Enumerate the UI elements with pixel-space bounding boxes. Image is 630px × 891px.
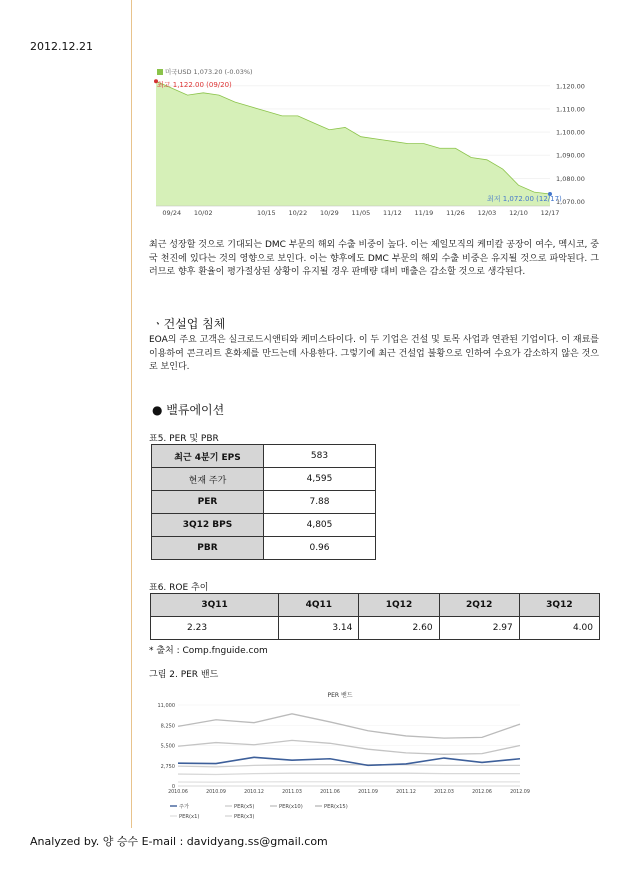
x-tick-label: 2010.09 xyxy=(206,790,226,795)
report-date: 2012.12.21 xyxy=(30,40,93,53)
per-band-chart xyxy=(150,688,530,828)
table-cell-label: PBR xyxy=(152,537,264,560)
x-tick-label: 10/15 xyxy=(256,209,276,217)
legend-label: 주가 xyxy=(179,804,190,810)
price-area-fill xyxy=(156,81,550,206)
x-tick-label: 10/29 xyxy=(319,209,339,217)
table-row xyxy=(152,468,376,491)
x-tick-label: 09/24 xyxy=(162,209,182,217)
y-tick-label: 1,080.00 xyxy=(556,174,585,183)
y-tick-label: 1,070.00 xyxy=(556,197,585,206)
table-row xyxy=(151,617,600,640)
y-tick-label: 1,110.00 xyxy=(556,105,585,114)
table6-caption: 표6. ROE 추이 xyxy=(149,583,209,593)
x-tick-label: 12/03 xyxy=(477,209,497,217)
per-band-title: PER 밴드 xyxy=(327,692,353,699)
table-cell-value: 4.00 xyxy=(519,617,599,640)
source-note: * 출처 : Comp.fnguide.com xyxy=(149,646,268,656)
x-tick-label: 2012.09 xyxy=(510,790,530,795)
table-header-cell: 2Q12 xyxy=(439,594,519,617)
table-cell-value: 7.88 xyxy=(264,491,376,514)
usd-price-chart xyxy=(152,64,592,224)
y-tick-label: 1,120.00 xyxy=(556,82,585,91)
footer-author: Analyzed by. 양 승수 E-mail : davidyang.ss@gmail.com xyxy=(30,835,328,848)
margin-rule xyxy=(131,0,132,828)
paragraph-dmc-export: 최근 성장할 것으로 기대되는 DMC 부문의 해외 수출 비중이 높다. 이는 제일모직의 케미칼 공장이 여수, 멕시코, 중국 천진에 있다는 것의 영향으로 보인다. 이는 향후에도 DMC 부문의 해외 수출 비중은 유지될 것으로 파악된다. 그러므로 향후 환율이 평가절상된 상황이 유지될 경우 판매량 대비 매출은 감소할 것으로 생각된다. xyxy=(149,240,599,277)
legend-label: PER(x3) xyxy=(234,814,255,820)
x-tick-label: 2011.12 xyxy=(396,790,416,795)
x-tick-label: 2011.09 xyxy=(358,790,378,795)
x-tick-label: 10/02 xyxy=(193,209,213,217)
table-row xyxy=(152,445,376,468)
legend-label: PER(x15) xyxy=(324,804,348,810)
usd-price-legend-text: 미국USD 1,073.20 (-0.03%) xyxy=(165,68,253,76)
table-header-cell: 3Q12 xyxy=(519,594,599,617)
y-tick-label: 1,100.00 xyxy=(556,128,585,137)
table5-caption: 표5. PER 및 PBR xyxy=(149,434,219,444)
y-tick-label: 1,090.00 xyxy=(556,151,585,160)
x-tick-label: 12/17 xyxy=(540,209,560,217)
x-tick-label: 2012.06 xyxy=(472,790,492,795)
table-cell-label: 최근 4분기 EPS xyxy=(152,445,264,468)
x-tick-label: 11/19 xyxy=(414,209,434,217)
table-cell-value: 4,805 xyxy=(264,514,376,537)
section-heading-construction: ㆍ건설업 침체 xyxy=(152,317,226,331)
table-cell-value: 2.97 xyxy=(439,617,519,640)
low-price-label: 최저 1,072.00 (12/17) xyxy=(487,195,562,203)
y-tick-label: 2,750 xyxy=(160,763,175,770)
paragraph-eoa-customers: EOA의 주요 고객은 실크로드시앤티와 케미스타이다. 이 두 기업은 건설 및 토목 사업과 연관된 기업이다. 이 재료를 이용하여 콘크리트 혼화제를 만드는데 사용한다. 그렇기에 최근 건설업 불황으로 인하여 수요가 감소하지 않은 것으로 보인다. xyxy=(149,335,599,372)
figure2-caption: 그림 2. PER 밴드 xyxy=(149,670,219,680)
section-heading-valuation: ● 밸류에이션 xyxy=(152,403,225,417)
y-tick-label: 5,500 xyxy=(160,743,175,750)
x-tick-label: 2010.12 xyxy=(244,790,264,795)
series-line xyxy=(178,714,520,738)
table-header-row xyxy=(151,594,600,617)
table-header-cell: 1Q12 xyxy=(359,594,439,617)
x-tick-label: 2012.03 xyxy=(434,790,454,795)
x-tick-label: 2011.03 xyxy=(282,790,302,795)
table-header-cell: 3Q11 xyxy=(151,594,279,617)
usd-price-legend xyxy=(157,67,253,76)
series-line xyxy=(178,740,520,754)
table-cell-value: 583 xyxy=(264,445,376,468)
high-price-label: 최고 1,122.00 (09/20) xyxy=(157,81,232,89)
y-tick-label: 11,000 xyxy=(157,703,175,709)
series-line xyxy=(178,773,520,774)
table-cell-value: 4,595 xyxy=(264,468,376,491)
x-tick-label: 12/10 xyxy=(509,209,528,217)
table-cell-label: PER xyxy=(152,491,264,514)
legend-swatch-icon xyxy=(157,69,163,75)
per-band-chart-svg xyxy=(150,688,530,828)
x-tick-label: 10/22 xyxy=(288,209,308,217)
x-tick-label: 2011.06 xyxy=(320,790,340,795)
y-tick-label: 8,250 xyxy=(160,723,175,730)
x-tick-label: 2010.06 xyxy=(168,790,188,795)
table-cell-value: 3.14 xyxy=(279,617,359,640)
table-header-cell: 4Q11 xyxy=(279,594,359,617)
x-tick-label: 11/12 xyxy=(383,209,402,217)
table-cell-label: 현재 주가 xyxy=(152,468,264,491)
table-cell-value: 2.23 xyxy=(151,617,279,640)
table-cell-value: 2.60 xyxy=(359,617,439,640)
table-row xyxy=(152,514,376,537)
roe-table xyxy=(150,593,600,640)
x-tick-label: 11/26 xyxy=(446,209,465,217)
x-tick-label: 11/05 xyxy=(351,209,371,217)
table-cell-value: 0.96 xyxy=(264,537,376,560)
y-tick-label: 0 xyxy=(171,784,175,790)
legend-label: PER(x10) xyxy=(279,804,303,810)
table-row xyxy=(152,491,376,514)
legend-label: PER(x5) xyxy=(234,804,255,810)
table-cell-label: 3Q12 BPS xyxy=(152,514,264,537)
legend-label: PER(x1) xyxy=(179,814,200,820)
per-pbr-table xyxy=(151,444,376,560)
table-row xyxy=(152,537,376,560)
